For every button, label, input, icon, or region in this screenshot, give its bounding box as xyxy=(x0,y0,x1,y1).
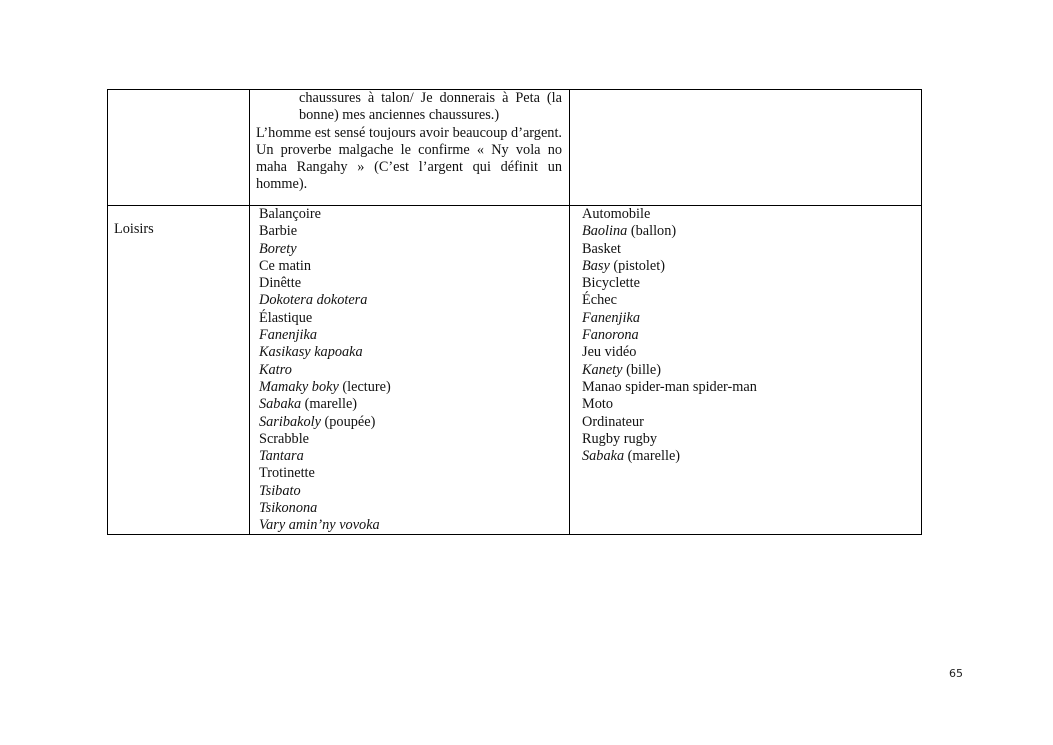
list-item xyxy=(259,414,565,431)
list-item-text: Jeu vidéo xyxy=(582,344,637,361)
list-item xyxy=(259,362,565,379)
list-item xyxy=(582,396,912,413)
list-item-italic-term: Borety xyxy=(259,240,297,257)
row-label-loisirs: Loisirs xyxy=(114,221,154,237)
list-item xyxy=(582,258,912,275)
list-item xyxy=(259,344,565,361)
list-item-text: (marelle) xyxy=(301,396,358,413)
list-item xyxy=(259,241,565,258)
list-item-text: Ordinateur xyxy=(582,413,644,430)
row1-col2-cell xyxy=(256,90,562,194)
list-item xyxy=(259,448,565,465)
list-item-text: Barbie xyxy=(259,223,298,240)
list-item-text: Automobile xyxy=(582,206,651,222)
list-item xyxy=(259,327,565,344)
list-item-italic-term: Kanety xyxy=(582,361,623,378)
body-text: L’homme est sensé toujours avoir beaucoup d’argent. Un proverbe malgache le confirme « Ny vola no maha Rangahy » (C’est l’argent qui définit un homme). xyxy=(256,124,562,193)
list-item-italic-term: Tsibato xyxy=(259,482,301,499)
list-item-text: Dinêtte xyxy=(259,275,302,292)
list-item-text: (poupée) xyxy=(320,413,376,430)
list-item-italic-term: Saribakoly xyxy=(259,413,321,430)
list-item xyxy=(582,362,912,379)
list-item-italic-term: Fanorona xyxy=(582,327,639,344)
list-item xyxy=(582,379,912,396)
list-item-italic-term: Katro xyxy=(259,361,292,378)
list-item xyxy=(582,241,912,258)
list-item-text: Élastique xyxy=(259,309,313,326)
leisure-list-boys xyxy=(582,206,912,465)
list-item xyxy=(259,206,565,223)
list-item-text: Ce matin xyxy=(259,257,312,274)
list-item xyxy=(582,344,912,361)
list-item-text: Rugby rugby xyxy=(582,430,658,447)
list-item-text: Scrabble xyxy=(259,430,310,447)
list-item xyxy=(259,465,565,482)
list-item-text: (ballon) xyxy=(627,223,677,240)
list-item xyxy=(582,275,912,292)
list-item xyxy=(259,292,565,309)
list-item-italic-term: Baolina xyxy=(582,223,628,240)
list-item-italic-term: Tantara xyxy=(259,448,304,465)
list-item-text: (pistolet) xyxy=(609,257,665,274)
list-item-text: (lecture) xyxy=(338,378,391,395)
list-item xyxy=(259,258,565,275)
page-number: 65 xyxy=(949,667,963,680)
list-item xyxy=(582,310,912,327)
leisure-table xyxy=(107,89,922,535)
list-item-text: (marelle) xyxy=(624,448,681,465)
list-item-italic-term: Fanenjika xyxy=(582,309,640,326)
list-item xyxy=(259,431,565,448)
list-item-italic-term: Sabaka xyxy=(582,448,625,465)
list-item xyxy=(259,275,565,292)
list-item-italic-term: Sabaka xyxy=(259,396,302,413)
list-item xyxy=(582,327,912,344)
list-item-italic-term: Mamaky boky xyxy=(259,378,339,395)
list-item xyxy=(582,206,912,223)
list-item xyxy=(582,292,912,309)
leisure-list-girls xyxy=(259,206,565,535)
list-item-text: Balançoire xyxy=(259,206,321,222)
list-item-text: (bille) xyxy=(622,361,662,378)
list-item-italic-term: Fanenjika xyxy=(259,327,317,344)
list-item-text: Bicyclette xyxy=(582,275,640,292)
list-item-text: Échec xyxy=(582,292,617,309)
indented-text: chaussures à talon/ Je donnerais à Peta (la bonne) mes anciennes chaussures.) xyxy=(299,90,562,124)
list-item xyxy=(259,483,565,500)
list-item xyxy=(259,517,565,534)
list-item xyxy=(582,223,912,240)
list-item-text: Trotinette xyxy=(259,465,315,482)
list-item xyxy=(259,500,565,517)
column-divider xyxy=(249,90,250,534)
list-item xyxy=(259,396,565,413)
list-item-text: Manao spider-man spider-man xyxy=(582,378,757,395)
list-item-italic-term: Dokotera dokotera xyxy=(259,292,368,309)
list-item xyxy=(582,431,912,448)
list-item xyxy=(259,310,565,327)
list-item-text: Basket xyxy=(582,240,621,257)
column-divider xyxy=(569,90,570,534)
list-item-text: Moto xyxy=(582,396,613,413)
list-item-italic-term: Tsikonona xyxy=(259,500,318,517)
list-item-italic-term: Basy xyxy=(582,257,610,274)
list-item xyxy=(259,379,565,396)
list-item xyxy=(259,223,565,240)
list-item-italic-term: Vary amin’ny vovoka xyxy=(259,517,380,534)
list-item xyxy=(582,448,912,465)
list-item xyxy=(582,414,912,431)
list-item-italic-term: Kasikasy kapoaka xyxy=(259,344,363,361)
